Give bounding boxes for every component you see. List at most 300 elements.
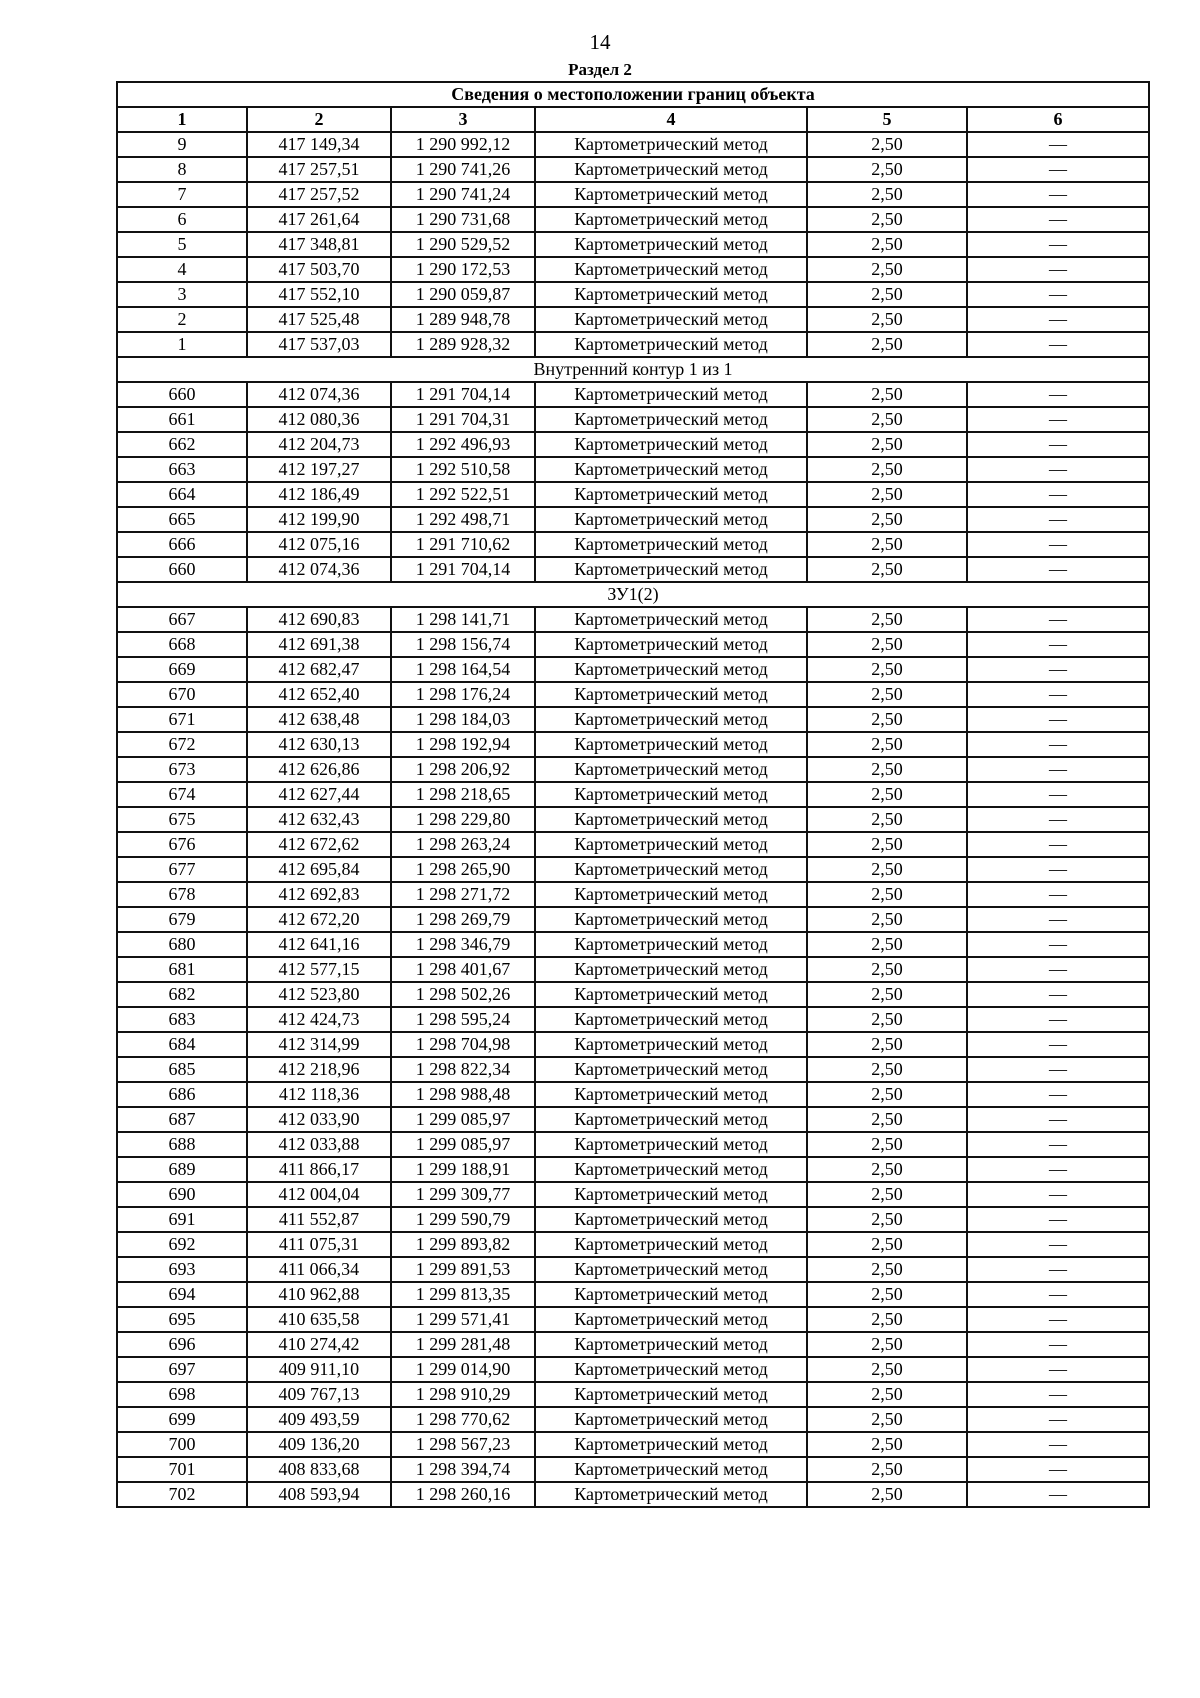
description-cell: — <box>967 1307 1149 1332</box>
accuracy-cell: 2,50 <box>807 482 967 507</box>
accuracy-cell: 2,50 <box>807 132 967 157</box>
description-cell: — <box>967 307 1149 332</box>
method-cell: Картометрический метод <box>535 1007 807 1032</box>
description-cell: — <box>967 757 1149 782</box>
point-number-cell: 666 <box>117 532 247 557</box>
x-coordinate-cell: 412 630,13 <box>247 732 391 757</box>
y-coordinate-cell: 1 299 813,35 <box>391 1282 535 1307</box>
table-row <box>117 782 1149 807</box>
table-row <box>117 157 1149 182</box>
accuracy-cell: 2,50 <box>807 1132 967 1157</box>
accuracy-cell: 2,50 <box>807 632 967 657</box>
method-cell: Картометрический метод <box>535 907 807 932</box>
accuracy-cell: 2,50 <box>807 1432 967 1457</box>
table-row <box>117 332 1149 357</box>
point-number-cell: 670 <box>117 682 247 707</box>
accuracy-cell: 2,50 <box>807 1157 967 1182</box>
description-cell: — <box>967 207 1149 232</box>
table-head <box>117 82 1149 132</box>
description-cell: — <box>967 1057 1149 1082</box>
y-coordinate-cell: 1 299 891,53 <box>391 1257 535 1282</box>
table-row <box>117 732 1149 757</box>
x-coordinate-cell: 408 593,94 <box>247 1482 391 1507</box>
point-number-cell: 698 <box>117 1382 247 1407</box>
description-cell: — <box>967 232 1149 257</box>
point-number-cell: 672 <box>117 732 247 757</box>
y-coordinate-cell: 1 298 704,98 <box>391 1032 535 1057</box>
table-row <box>117 957 1149 982</box>
x-coordinate-cell: 412 523,80 <box>247 982 391 1007</box>
table-row <box>117 632 1149 657</box>
point-number-cell: 694 <box>117 1282 247 1307</box>
accuracy-cell: 2,50 <box>807 182 967 207</box>
method-cell: Картометрический метод <box>535 182 807 207</box>
x-coordinate-cell: 417 261,64 <box>247 207 391 232</box>
method-cell: Картометрический метод <box>535 857 807 882</box>
y-coordinate-cell: 1 290 529,52 <box>391 232 535 257</box>
x-coordinate-cell: 417 257,52 <box>247 182 391 207</box>
accuracy-cell: 2,50 <box>807 1332 967 1357</box>
x-coordinate-cell: 412 652,40 <box>247 682 391 707</box>
table-row <box>117 1207 1149 1232</box>
group-label: Внутренний контур 1 из 1 <box>117 357 1149 382</box>
x-coordinate-cell: 417 149,34 <box>247 132 391 157</box>
y-coordinate-cell: 1 298 263,24 <box>391 832 535 857</box>
accuracy-cell: 2,50 <box>807 257 967 282</box>
table-row <box>117 382 1149 407</box>
method-cell: Картометрический метод <box>535 1307 807 1332</box>
point-number-cell: 686 <box>117 1082 247 1107</box>
accuracy-cell: 2,50 <box>807 332 967 357</box>
x-coordinate-cell: 412 074,36 <box>247 382 391 407</box>
x-coordinate-cell: 417 348,81 <box>247 232 391 257</box>
table-row <box>117 1007 1149 1032</box>
y-coordinate-cell: 1 298 164,54 <box>391 657 535 682</box>
table-row <box>117 307 1149 332</box>
table-row <box>117 1382 1149 1407</box>
page-number: 14 <box>589 30 611 54</box>
accuracy-cell: 2,50 <box>807 1007 967 1032</box>
description-cell: — <box>967 282 1149 307</box>
table-row <box>117 1232 1149 1257</box>
method-cell: Картометрический метод <box>535 1232 807 1257</box>
point-number-cell: 677 <box>117 857 247 882</box>
x-coordinate-cell: 412 627,44 <box>247 782 391 807</box>
point-number-cell: 687 <box>117 1107 247 1132</box>
column-header-2: 2 <box>247 107 391 132</box>
description-cell: — <box>967 732 1149 757</box>
accuracy-cell: 2,50 <box>807 1232 967 1257</box>
group-row <box>117 357 1149 382</box>
x-coordinate-cell: 412 199,90 <box>247 507 391 532</box>
accuracy-cell: 2,50 <box>807 1182 967 1207</box>
description-cell: — <box>967 607 1149 632</box>
point-number-cell: 674 <box>117 782 247 807</box>
description-cell: — <box>967 832 1149 857</box>
description-cell: — <box>967 857 1149 882</box>
x-coordinate-cell: 412 004,04 <box>247 1182 391 1207</box>
x-coordinate-cell: 412 690,83 <box>247 607 391 632</box>
point-number-cell: 662 <box>117 432 247 457</box>
method-cell: Картометрический метод <box>535 482 807 507</box>
y-coordinate-cell: 1 298 567,23 <box>391 1432 535 1457</box>
y-coordinate-cell: 1 298 822,34 <box>391 1057 535 1082</box>
method-cell: Картометрический метод <box>535 607 807 632</box>
table-row <box>117 1132 1149 1157</box>
x-coordinate-cell: 412 695,84 <box>247 857 391 882</box>
point-number-cell: 681 <box>117 957 247 982</box>
column-header-6: 6 <box>967 107 1149 132</box>
accuracy-cell: 2,50 <box>807 1032 967 1057</box>
table-row <box>117 507 1149 532</box>
accuracy-cell: 2,50 <box>807 607 967 632</box>
table-row <box>117 1057 1149 1082</box>
accuracy-cell: 2,50 <box>807 532 967 557</box>
point-number-cell: 690 <box>117 1182 247 1207</box>
y-coordinate-cell: 1 299 188,91 <box>391 1157 535 1182</box>
x-coordinate-cell: 417 257,51 <box>247 157 391 182</box>
accuracy-cell: 2,50 <box>807 507 967 532</box>
x-coordinate-cell: 412 033,90 <box>247 1107 391 1132</box>
y-coordinate-cell: 1 298 206,92 <box>391 757 535 782</box>
x-coordinate-cell: 412 186,49 <box>247 482 391 507</box>
accuracy-cell: 2,50 <box>807 457 967 482</box>
point-number-cell: 3 <box>117 282 247 307</box>
table-row <box>117 707 1149 732</box>
x-coordinate-cell: 411 552,87 <box>247 1207 391 1232</box>
table-row <box>117 1357 1149 1382</box>
description-cell: — <box>967 1332 1149 1357</box>
description-cell: — <box>967 1457 1149 1482</box>
y-coordinate-cell: 1 299 309,77 <box>391 1182 535 1207</box>
table-row <box>117 1307 1149 1332</box>
y-coordinate-cell: 1 299 281,48 <box>391 1332 535 1357</box>
section-title: Раздел 2 <box>568 60 632 79</box>
point-number-cell: 665 <box>117 507 247 532</box>
column-header-4: 4 <box>535 107 807 132</box>
method-cell: Картометрический метод <box>535 282 807 307</box>
y-coordinate-cell: 1 291 704,14 <box>391 382 535 407</box>
point-number-cell: 671 <box>117 707 247 732</box>
description-cell: — <box>967 982 1149 1007</box>
accuracy-cell: 2,50 <box>807 982 967 1007</box>
point-number-cell: 696 <box>117 1332 247 1357</box>
x-coordinate-cell: 417 537,03 <box>247 332 391 357</box>
x-coordinate-cell: 412 641,16 <box>247 932 391 957</box>
description-cell: — <box>967 182 1149 207</box>
point-number-cell: 660 <box>117 557 247 582</box>
y-coordinate-cell: 1 289 928,32 <box>391 332 535 357</box>
description-cell: — <box>967 782 1149 807</box>
x-coordinate-cell: 410 962,88 <box>247 1282 391 1307</box>
method-cell: Картометрический метод <box>535 407 807 432</box>
x-coordinate-cell: 412 080,36 <box>247 407 391 432</box>
table-row <box>117 1332 1149 1357</box>
y-coordinate-cell: 1 291 710,62 <box>391 532 535 557</box>
method-cell: Картометрический метод <box>535 1382 807 1407</box>
table-row <box>117 657 1149 682</box>
caption-row <box>117 82 1149 107</box>
accuracy-cell: 2,50 <box>807 1207 967 1232</box>
point-number-cell: 7 <box>117 182 247 207</box>
point-number-cell: 9 <box>117 132 247 157</box>
table-row <box>117 1482 1149 1507</box>
point-number-cell: 4 <box>117 257 247 282</box>
table-row <box>117 907 1149 932</box>
description-cell: — <box>967 1232 1149 1257</box>
point-number-cell: 660 <box>117 382 247 407</box>
y-coordinate-cell: 1 291 704,31 <box>391 407 535 432</box>
point-number-cell: 680 <box>117 932 247 957</box>
point-number-cell: 664 <box>117 482 247 507</box>
y-coordinate-cell: 1 292 510,58 <box>391 457 535 482</box>
method-cell: Картометрический метод <box>535 157 807 182</box>
method-cell: Картометрический метод <box>535 1432 807 1457</box>
x-coordinate-cell: 412 204,73 <box>247 432 391 457</box>
method-cell: Картометрический метод <box>535 957 807 982</box>
accuracy-cell: 2,50 <box>807 307 967 332</box>
x-coordinate-cell: 412 691,38 <box>247 632 391 657</box>
method-cell: Картометрический метод <box>535 682 807 707</box>
point-number-cell: 1 <box>117 332 247 357</box>
accuracy-cell: 2,50 <box>807 957 967 982</box>
description-cell: — <box>967 957 1149 982</box>
x-coordinate-cell: 411 866,17 <box>247 1157 391 1182</box>
y-coordinate-cell: 1 298 394,74 <box>391 1457 535 1482</box>
column-header-3: 3 <box>391 107 535 132</box>
x-coordinate-cell: 412 682,47 <box>247 657 391 682</box>
table-row <box>117 932 1149 957</box>
method-cell: Картометрический метод <box>535 807 807 832</box>
y-coordinate-cell: 1 298 595,24 <box>391 1007 535 1032</box>
table-row <box>117 557 1149 582</box>
x-coordinate-cell: 412 118,36 <box>247 1082 391 1107</box>
x-coordinate-cell: 417 552,10 <box>247 282 391 307</box>
description-cell: — <box>967 1257 1149 1282</box>
point-number-cell: 699 <box>117 1407 247 1432</box>
x-coordinate-cell: 409 493,59 <box>247 1407 391 1432</box>
table-row <box>117 482 1149 507</box>
description-cell: — <box>967 507 1149 532</box>
description-cell: — <box>967 382 1149 407</box>
method-cell: Картометрический метод <box>535 207 807 232</box>
accuracy-cell: 2,50 <box>807 1457 967 1482</box>
description-cell: — <box>967 1407 1149 1432</box>
table-body <box>117 132 1149 1507</box>
description-cell: — <box>967 1132 1149 1157</box>
method-cell: Картометрический метод <box>535 382 807 407</box>
description-cell: — <box>967 907 1149 932</box>
accuracy-cell: 2,50 <box>807 557 967 582</box>
method-cell: Картометрический метод <box>535 1182 807 1207</box>
accuracy-cell: 2,50 <box>807 932 967 957</box>
y-coordinate-cell: 1 290 731,68 <box>391 207 535 232</box>
table-row <box>117 857 1149 882</box>
description-cell: — <box>967 1482 1149 1507</box>
method-cell: Картометрический метод <box>535 1107 807 1132</box>
description-cell: — <box>967 1207 1149 1232</box>
accuracy-cell: 2,50 <box>807 882 967 907</box>
table-row <box>117 682 1149 707</box>
description-cell: — <box>967 482 1149 507</box>
method-cell: Картометрический метод <box>535 657 807 682</box>
accuracy-cell: 2,50 <box>807 157 967 182</box>
accuracy-cell: 2,50 <box>807 1307 967 1332</box>
description-cell: — <box>967 807 1149 832</box>
point-number-cell: 683 <box>117 1007 247 1032</box>
method-cell: Картометрический метод <box>535 1357 807 1382</box>
description-cell: — <box>967 332 1149 357</box>
column-header-1: 1 <box>117 107 247 132</box>
point-number-cell: 2 <box>117 307 247 332</box>
y-coordinate-cell: 1 290 992,12 <box>391 132 535 157</box>
description-cell: — <box>967 432 1149 457</box>
point-number-cell: 5 <box>117 232 247 257</box>
description-cell: — <box>967 1182 1149 1207</box>
y-coordinate-cell: 1 299 590,79 <box>391 1207 535 1232</box>
y-coordinate-cell: 1 290 741,24 <box>391 182 535 207</box>
table-row <box>117 1182 1149 1207</box>
table-row <box>117 1432 1149 1457</box>
description-cell: — <box>967 407 1149 432</box>
table-row <box>117 1032 1149 1057</box>
point-number-cell: 695 <box>117 1307 247 1332</box>
table-row <box>117 207 1149 232</box>
description-cell: — <box>967 557 1149 582</box>
y-coordinate-cell: 1 299 014,90 <box>391 1357 535 1382</box>
method-cell: Картометрический метод <box>535 832 807 857</box>
method-cell: Картометрический метод <box>535 1482 807 1507</box>
x-coordinate-cell: 412 672,62 <box>247 832 391 857</box>
x-coordinate-cell: 412 626,86 <box>247 757 391 782</box>
point-number-cell: 8 <box>117 157 247 182</box>
x-coordinate-cell: 411 075,31 <box>247 1232 391 1257</box>
description-cell: — <box>967 1082 1149 1107</box>
description-cell: — <box>967 1007 1149 1032</box>
point-number-cell: 697 <box>117 1357 247 1382</box>
description-cell: — <box>967 532 1149 557</box>
table-row <box>117 1282 1149 1307</box>
y-coordinate-cell: 1 290 741,26 <box>391 157 535 182</box>
y-coordinate-cell: 1 298 184,03 <box>391 707 535 732</box>
y-coordinate-cell: 1 290 059,87 <box>391 282 535 307</box>
method-cell: Картометрический метод <box>535 1332 807 1357</box>
description-cell: — <box>967 1382 1149 1407</box>
method-cell: Картометрический метод <box>535 1157 807 1182</box>
table-row <box>117 282 1149 307</box>
method-cell: Картометрический метод <box>535 507 807 532</box>
accuracy-cell: 2,50 <box>807 282 967 307</box>
point-number-cell: 667 <box>117 607 247 632</box>
description-cell: — <box>967 1357 1149 1382</box>
table-row <box>117 132 1149 157</box>
point-number-cell: 688 <box>117 1132 247 1157</box>
y-coordinate-cell: 1 292 496,93 <box>391 432 535 457</box>
boundary-coordinates-table <box>116 81 1150 1508</box>
y-coordinate-cell: 1 299 085,97 <box>391 1107 535 1132</box>
point-number-cell: 691 <box>117 1207 247 1232</box>
method-cell: Картометрический метод <box>535 982 807 1007</box>
y-coordinate-cell: 1 289 948,78 <box>391 307 535 332</box>
y-coordinate-cell: 1 298 271,72 <box>391 882 535 907</box>
method-cell: Картометрический метод <box>535 757 807 782</box>
accuracy-cell: 2,50 <box>807 657 967 682</box>
table-row <box>117 807 1149 832</box>
method-cell: Картометрический метод <box>535 1057 807 1082</box>
table-row <box>117 1157 1149 1182</box>
table-row <box>117 457 1149 482</box>
method-cell: Картометрический метод <box>535 1282 807 1307</box>
x-coordinate-cell: 412 577,15 <box>247 957 391 982</box>
method-cell: Картометрический метод <box>535 307 807 332</box>
method-cell: Картометрический метод <box>535 707 807 732</box>
point-number-cell: 669 <box>117 657 247 682</box>
y-coordinate-cell: 1 298 260,16 <box>391 1482 535 1507</box>
column-header-row <box>117 107 1149 132</box>
accuracy-cell: 2,50 <box>807 782 967 807</box>
method-cell: Картометрический метод <box>535 782 807 807</box>
description-cell: — <box>967 257 1149 282</box>
table-row <box>117 232 1149 257</box>
y-coordinate-cell: 1 298 910,29 <box>391 1382 535 1407</box>
method-cell: Картометрический метод <box>535 557 807 582</box>
method-cell: Картометрический метод <box>535 1457 807 1482</box>
y-coordinate-cell: 1 298 346,79 <box>391 932 535 957</box>
y-coordinate-cell: 1 298 176,24 <box>391 682 535 707</box>
method-cell: Картометрический метод <box>535 1257 807 1282</box>
method-cell: Картометрический метод <box>535 1032 807 1057</box>
accuracy-cell: 2,50 <box>807 807 967 832</box>
description-cell: — <box>967 157 1149 182</box>
table-row <box>117 832 1149 857</box>
description-cell: — <box>967 632 1149 657</box>
point-number-cell: 673 <box>117 757 247 782</box>
table-row <box>117 407 1149 432</box>
point-number-cell: 682 <box>117 982 247 1007</box>
y-coordinate-cell: 1 299 571,41 <box>391 1307 535 1332</box>
accuracy-cell: 2,50 <box>807 1382 967 1407</box>
method-cell: Картометрический метод <box>535 232 807 257</box>
point-number-cell: 689 <box>117 1157 247 1182</box>
y-coordinate-cell: 1 298 988,48 <box>391 1082 535 1107</box>
point-number-cell: 700 <box>117 1432 247 1457</box>
y-coordinate-cell: 1 298 229,80 <box>391 807 535 832</box>
method-cell: Картометрический метод <box>535 1082 807 1107</box>
table-caption: Сведения о местоположении границ объекта <box>117 82 1149 107</box>
table-row <box>117 1107 1149 1132</box>
description-cell: — <box>967 707 1149 732</box>
description-cell: — <box>967 1432 1149 1457</box>
x-coordinate-cell: 410 274,42 <box>247 1332 391 1357</box>
accuracy-cell: 2,50 <box>807 382 967 407</box>
table-row <box>117 607 1149 632</box>
description-cell: — <box>967 682 1149 707</box>
accuracy-cell: 2,50 <box>807 232 967 257</box>
y-coordinate-cell: 1 298 141,71 <box>391 607 535 632</box>
accuracy-cell: 2,50 <box>807 1282 967 1307</box>
y-coordinate-cell: 1 298 192,94 <box>391 732 535 757</box>
x-coordinate-cell: 412 218,96 <box>247 1057 391 1082</box>
accuracy-cell: 2,50 <box>807 832 967 857</box>
method-cell: Картометрический метод <box>535 732 807 757</box>
table-row <box>117 432 1149 457</box>
method-cell: Картометрический метод <box>535 457 807 482</box>
y-coordinate-cell: 1 292 498,71 <box>391 507 535 532</box>
table-row <box>117 1407 1149 1432</box>
point-number-cell: 685 <box>117 1057 247 1082</box>
description-cell: — <box>967 457 1149 482</box>
point-number-cell: 663 <box>117 457 247 482</box>
